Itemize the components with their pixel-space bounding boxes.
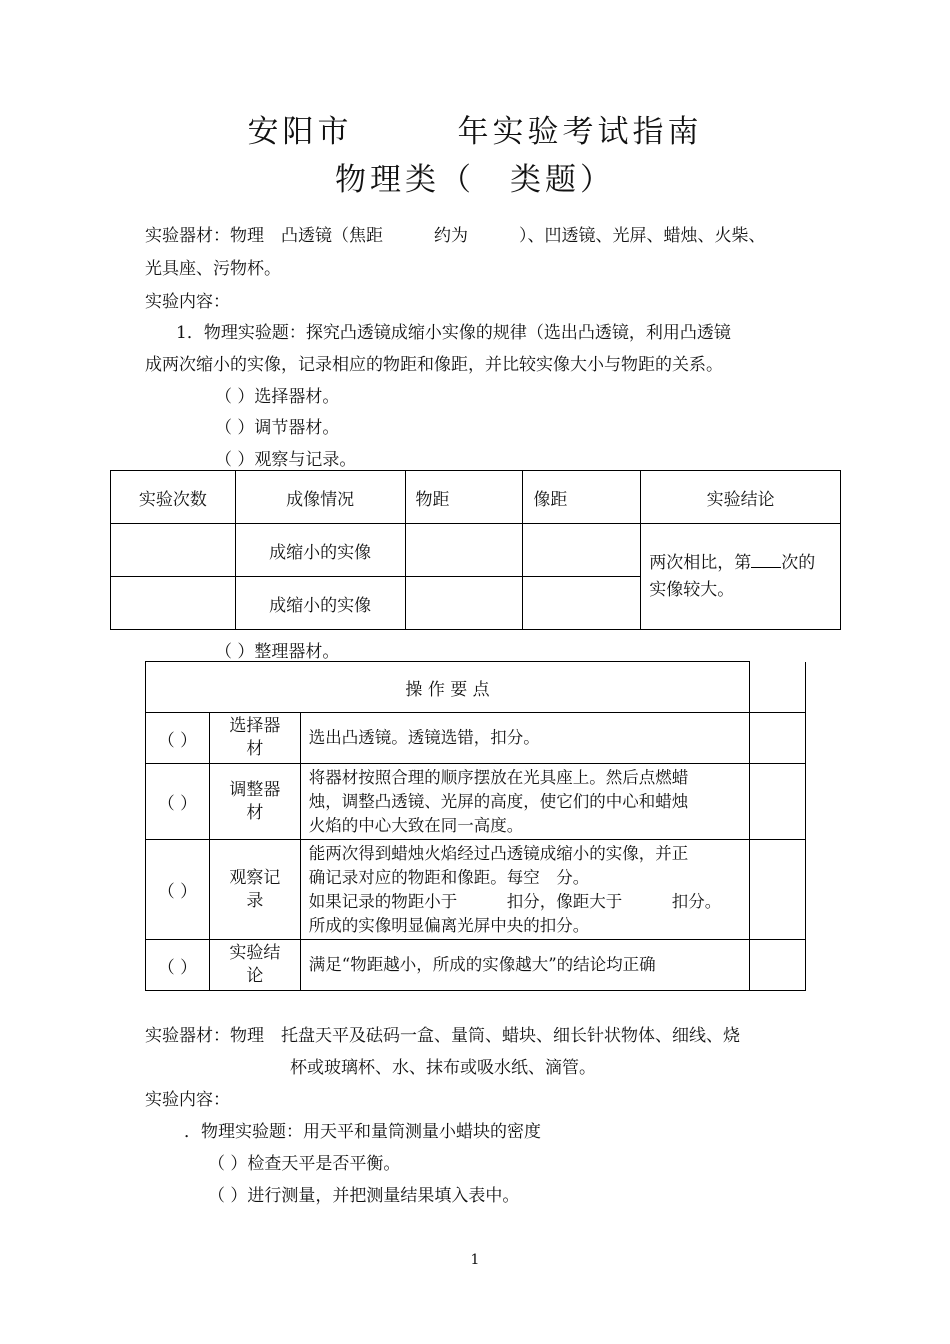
item-line: 选择器: [229, 716, 281, 736]
conclusion-blank[interactable]: [751, 549, 781, 568]
equipment-label: 实验器材：: [145, 226, 230, 246]
points-cell[interactable]: [750, 940, 806, 991]
table-row: [146, 840, 806, 940]
item-line: 材: [246, 802, 264, 823]
ops-header: 操 作 要 点: [146, 662, 750, 713]
imaging-cell: 成缩小的实像: [235, 577, 405, 630]
header-cell: 成像情况: [235, 471, 405, 524]
equipment2-line-2: 杯或玻璃杯、水、抹布或吸水纸、滴管。: [290, 1058, 596, 1078]
equipment-text: 物理 凸透镜（焦距 约为 ）、凹透镜、光屏、蜡烛、火柴、: [230, 226, 766, 246]
table-row: [146, 764, 806, 840]
header-cell: 实验次数: [111, 471, 236, 524]
step-item: （ ）观察与记录。: [215, 450, 357, 470]
question2: ．物理实验题：用天平和量筒测量小蜡块的密度: [184, 1122, 541, 1142]
count-cell[interactable]: [111, 524, 236, 577]
page-title: 安阳市 年实验考试指南: [247, 114, 703, 150]
count-cell[interactable]: [111, 577, 236, 630]
table-row: [146, 713, 806, 764]
object-distance-cell[interactable]: [405, 577, 523, 630]
table-row: [111, 524, 841, 577]
item-cell: [209, 840, 300, 940]
table-header-row: [111, 471, 841, 524]
image-distance-cell[interactable]: [523, 577, 641, 630]
item-cell: [209, 940, 300, 991]
desc-line: 选出凸透镜。透镜选错，扣分。: [308, 728, 540, 747]
score-cell[interactable]: （ ）: [146, 713, 210, 764]
desc-cell: [300, 713, 749, 764]
item-line: 实验结: [229, 943, 281, 963]
conclusion-line-2: 实像较大。: [649, 580, 735, 600]
points-cell[interactable]: [750, 713, 806, 764]
item-line: 录: [246, 890, 264, 911]
desc-cell: [300, 764, 749, 840]
item-line: 材: [246, 739, 264, 759]
conclusion-post: 次的: [781, 553, 816, 573]
item-line: 调整器: [229, 779, 281, 800]
question-line-1: 1．物理实验题：探究凸透镜成缩小实像的规律（选出凸透镜，利用凸透镜: [176, 323, 731, 343]
desc-cell: [300, 840, 749, 940]
score-cell[interactable]: （ ）: [146, 840, 210, 940]
step2-item: （ ）进行测量，并把测量结果填入表中。: [208, 1186, 520, 1206]
ops-score-col: [750, 662, 806, 713]
desc-line: 如果记录的物距小于 扣分，像距大于 扣分。: [308, 891, 722, 911]
final-step: （ ）整理器材。: [215, 642, 340, 662]
desc-line: 能两次得到蜡烛火焰经过凸透镜成缩小的实像，并正: [308, 843, 689, 863]
step2-item: （ ）检查天平是否平衡。: [208, 1154, 401, 1174]
desc-line: 将器材按照合理的顺序摆放在光具座上。然后点燃蜡: [308, 767, 689, 787]
page-number: 1: [470, 1252, 480, 1268]
desc-line: 所成的实像明显偏离光屏中央的扣分。: [308, 915, 590, 935]
page-subtitle: 物理类（ 类题）: [335, 162, 615, 198]
desc-line: 火焰的中心大致在同一高度。: [308, 815, 524, 835]
item-cell: [209, 764, 300, 840]
equipment2-text: 物理 托盘天平及砝码一盒、量筒、蜡块、细长针状物体、细线、烧: [230, 1026, 740, 1046]
step-item: （ ）选择器材。: [215, 387, 340, 407]
header-cell: 像距: [523, 471, 641, 524]
desc-line: 满足“物距越小，所成的实像越大”的结论均正确: [308, 955, 656, 974]
equipment2-line-1: [145, 1021, 740, 1046]
points-cell[interactable]: [750, 840, 806, 940]
table-row: [146, 940, 806, 991]
image-distance-cell[interactable]: [523, 524, 641, 577]
question-line-2: 成两次缩小的实像，记录相应的物距和像距，并比较实像大小与物距的关系。: [145, 355, 723, 375]
content2-label: 实验内容：: [145, 1090, 230, 1110]
header-cell: 实验结论: [641, 471, 841, 524]
imaging-cell: 成缩小的实像: [235, 524, 405, 577]
desc-cell: [300, 940, 749, 991]
equipment-line-2: 光具座、污物杯。: [145, 259, 281, 279]
equipment2-label: 实验器材：: [145, 1026, 230, 1046]
content-label: 实验内容：: [145, 292, 230, 312]
item-line: 观察记: [229, 867, 281, 888]
score-cell[interactable]: （ ）: [146, 764, 210, 840]
score-cell[interactable]: （ ）: [146, 940, 210, 991]
record-table: [110, 470, 841, 630]
object-distance-cell[interactable]: [405, 524, 523, 577]
desc-line: 确记录对应的物距和像距。每空 分。: [308, 867, 590, 887]
conclusion-cell: [641, 524, 841, 630]
desc-line: 烛，调整凸透镜、光屏的高度，使它们的中心和蜡烛: [308, 791, 689, 811]
points-cell[interactable]: [750, 764, 806, 840]
equipment-line-1: [145, 221, 766, 246]
step-item: （ ）调节器材。: [215, 418, 340, 438]
item-line: 论: [246, 966, 264, 986]
header-cell: 物距: [405, 471, 523, 524]
conclusion-pre: 两次相比，第: [649, 553, 752, 573]
operations-table: [145, 661, 806, 991]
ops-header-row: [146, 662, 806, 713]
item-cell: [209, 713, 300, 764]
